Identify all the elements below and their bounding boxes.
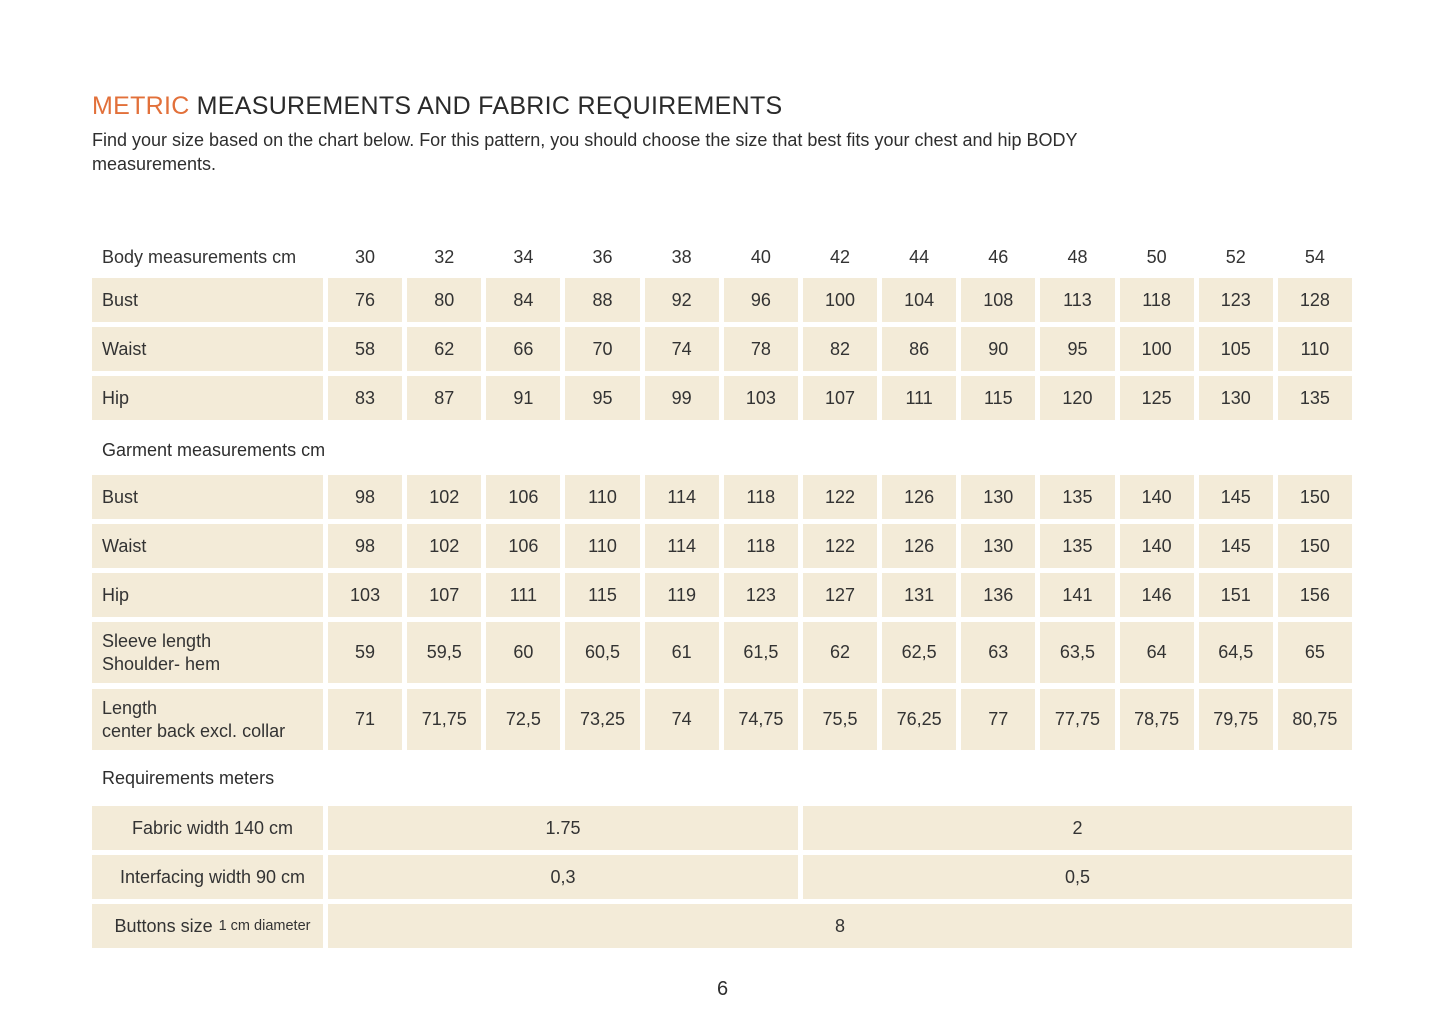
- table-row: [92, 573, 1352, 617]
- size-column-header: 36: [592, 247, 613, 267]
- subtitle-line: Find your size based on the chart below. For this pattern, you should choose the size that best fits your chest and hip BODY: [92, 130, 1078, 150]
- row-label-text-line2: center back excl. collar: [102, 720, 286, 741]
- measurement-cell: 123: [724, 573, 798, 617]
- measurement-cell: 74: [645, 327, 719, 371]
- size-column-header: 42: [829, 247, 850, 267]
- measurement-cell: 64,5: [1199, 622, 1273, 683]
- requirement-value-right: 2: [803, 806, 1352, 850]
- measurement-cell: 150: [1278, 524, 1352, 568]
- requirement-row: [92, 855, 1352, 899]
- measurement-cell: 141: [1040, 573, 1114, 617]
- requirement-value-left: 0,3: [328, 855, 798, 899]
- measurement-cell: 127: [803, 573, 877, 617]
- measurement-cell: 96: [724, 278, 798, 322]
- measurement-cell: 77: [961, 689, 1035, 750]
- measurement-cell: 100: [1120, 327, 1194, 371]
- table-header-row: [92, 240, 1352, 275]
- section-label-garment: [92, 425, 1352, 475]
- row-label: [92, 806, 323, 850]
- measurement-cell: 100: [803, 278, 877, 322]
- measurement-cell: 110: [565, 475, 639, 519]
- measurement-cell: 122: [803, 475, 877, 519]
- measurement-cell: 64: [1120, 622, 1194, 683]
- page-title-highlight: METRIC: [92, 92, 190, 120]
- row-label: [92, 327, 323, 371]
- measurement-cell: 108: [961, 278, 1035, 322]
- row-label: [92, 904, 323, 948]
- measurement-cell: 156: [1278, 573, 1352, 617]
- table-row: [92, 376, 1352, 420]
- measurement-cell: 71: [328, 689, 402, 750]
- size-column-header: 34: [513, 247, 534, 267]
- measurement-cell: 136: [961, 573, 1035, 617]
- row-label: [92, 376, 323, 420]
- size-column-header: 54: [1304, 247, 1325, 267]
- measurement-cell: 145: [1199, 475, 1273, 519]
- measurement-cell: 130: [961, 524, 1035, 568]
- measurement-cell: 145: [1199, 524, 1273, 568]
- measurement-cell: 70: [565, 327, 639, 371]
- measurement-cell: 99: [645, 376, 719, 420]
- measurement-cell: 63: [961, 622, 1035, 683]
- measurement-cell: 71,75: [407, 689, 481, 750]
- row-label: [92, 278, 323, 322]
- size-column-header: 40: [750, 247, 771, 267]
- document-header: [92, 92, 1362, 176]
- measurement-cell: 110: [1278, 327, 1352, 371]
- measurement-cell: 123: [1199, 278, 1273, 322]
- measurement-cell: 60: [486, 622, 560, 683]
- measurement-cell: 120: [1040, 376, 1114, 420]
- measurement-cell: 150: [1278, 475, 1352, 519]
- measurement-cell: 83: [328, 376, 402, 420]
- size-column-header: 52: [1225, 247, 1246, 267]
- requirement-value-full: 8: [328, 904, 1352, 948]
- measurement-cell: 62,5: [882, 622, 956, 683]
- section-label-requirements: [92, 750, 1352, 806]
- measurement-cell: 84: [486, 278, 560, 322]
- measurement-cell: 135: [1040, 475, 1114, 519]
- measurement-cell: 95: [565, 376, 639, 420]
- measurement-cell: 86: [882, 327, 956, 371]
- measurement-cell: 126: [882, 475, 956, 519]
- measurement-cell: 78,75: [1120, 689, 1194, 750]
- measurement-cell: 128: [1278, 278, 1352, 322]
- measurement-cell: 106: [486, 524, 560, 568]
- table-row: [92, 278, 1352, 322]
- measurement-cell: 61,5: [724, 622, 798, 683]
- size-column-header: 46: [988, 247, 1009, 267]
- size-column-header: 32: [434, 247, 455, 267]
- measurement-cell: 95: [1040, 327, 1114, 371]
- requirement-value-right: 0,5: [803, 855, 1352, 899]
- table-row: [92, 689, 1352, 750]
- measurement-cell: 63,5: [1040, 622, 1114, 683]
- measurement-cell: 74,75: [724, 689, 798, 750]
- size-column-header: 30: [355, 247, 376, 267]
- row-label-text: Hip: [102, 387, 130, 408]
- requirement-row: [92, 806, 1352, 850]
- measurement-cell: 73,25: [565, 689, 639, 750]
- page-subtitle: [92, 128, 1362, 176]
- table-row: [92, 622, 1352, 683]
- measurement-cell: 131: [882, 573, 956, 617]
- requirement-label-detail: 1 cm diameter: [218, 917, 311, 934]
- page-number: 6: [716, 978, 729, 1000]
- row-label-text: Length: [102, 697, 158, 718]
- measurement-cell: 92: [645, 278, 719, 322]
- row-label-text: Waist: [102, 535, 147, 556]
- measurement-cell: 106: [486, 475, 560, 519]
- measurement-cell: 76,25: [882, 689, 956, 750]
- row-label-text: Bust: [102, 289, 139, 310]
- row-label: [92, 475, 323, 519]
- measurement-cell: 151: [1199, 573, 1273, 617]
- measurement-cell: 135: [1278, 376, 1352, 420]
- size-column-header: 48: [1067, 247, 1088, 267]
- measurement-cell: 130: [961, 475, 1035, 519]
- row-label-text: Waist: [102, 338, 147, 359]
- row-label: [92, 573, 323, 617]
- measurement-cell: 87: [407, 376, 481, 420]
- measurement-cell: 107: [803, 376, 877, 420]
- measurement-cell: 80: [407, 278, 481, 322]
- measurement-cell: 66: [486, 327, 560, 371]
- page-title-rest: MEASUREMENTS AND FABRIC REQUIREMENTS: [196, 92, 783, 120]
- measurement-cell: 111: [882, 376, 956, 420]
- measurement-cell: 114: [645, 524, 719, 568]
- row-label: [92, 855, 323, 899]
- measurement-cell: 103: [724, 376, 798, 420]
- measurement-cell: 125: [1120, 376, 1194, 420]
- row-label-text: Hip: [102, 584, 130, 605]
- row-label-text-line2: Shoulder- hem: [102, 653, 221, 674]
- measurement-cell: 59,5: [407, 622, 481, 683]
- measurement-cell: 114: [645, 475, 719, 519]
- measurement-cell: 107: [407, 573, 481, 617]
- requirement-label: Fabric width 140 cm: [131, 817, 294, 838]
- measurement-cell: 119: [645, 573, 719, 617]
- measurement-cell: 90: [961, 327, 1035, 371]
- size-column-header: 44: [909, 247, 930, 267]
- measurement-cell: 60,5: [565, 622, 639, 683]
- measurement-cell: 59: [328, 622, 402, 683]
- requirement-label: Buttons size: [114, 915, 213, 936]
- section-label-text: Requirements meters: [102, 767, 275, 788]
- table-row: [92, 475, 1352, 519]
- requirement-value-left: 1.75: [328, 806, 798, 850]
- measurement-cell: 110: [565, 524, 639, 568]
- measurement-cell: 98: [328, 475, 402, 519]
- measurement-cell: 118: [724, 475, 798, 519]
- size-column-header: 38: [671, 247, 692, 267]
- measurement-cell: 61: [645, 622, 719, 683]
- measurement-cell: 146: [1120, 573, 1194, 617]
- measurement-cell: 102: [407, 524, 481, 568]
- measurement-cell: 118: [1120, 278, 1194, 322]
- measurement-cell: 75,5: [803, 689, 877, 750]
- table-row: [92, 524, 1352, 568]
- measurement-cell: 111: [486, 573, 560, 617]
- measurement-cell: 115: [565, 573, 639, 617]
- row-label: [92, 622, 323, 683]
- measurement-cell: 91: [486, 376, 560, 420]
- table-header-label: Body measurements cm: [102, 247, 297, 267]
- measurement-cell: 76: [328, 278, 402, 322]
- measurement-cell: 115: [961, 376, 1035, 420]
- measurement-cell: 80,75: [1278, 689, 1352, 750]
- measurement-cell: 82: [803, 327, 877, 371]
- row-label-text: Bust: [102, 486, 139, 507]
- measurement-cell: 74: [645, 689, 719, 750]
- row-label-text: Sleeve length: [102, 630, 212, 651]
- measurement-cell: 126: [882, 524, 956, 568]
- measurement-cell: 79,75: [1199, 689, 1273, 750]
- measurement-cell: 62: [803, 622, 877, 683]
- measurement-cell: 122: [803, 524, 877, 568]
- measurement-cell: 78: [724, 327, 798, 371]
- measurement-cell: 104: [882, 278, 956, 322]
- measurement-cell: 102: [407, 475, 481, 519]
- size-column-header: 50: [1146, 247, 1167, 267]
- measurement-cell: 113: [1040, 278, 1114, 322]
- measurement-cell: 140: [1120, 524, 1194, 568]
- measurement-cell: 118: [724, 524, 798, 568]
- measurement-cell: 135: [1040, 524, 1114, 568]
- measurement-cell: 58: [328, 327, 402, 371]
- measurement-cell: 130: [1199, 376, 1273, 420]
- requirement-label: Interfacing width 90 cm: [119, 866, 306, 887]
- measurement-cell: 88: [565, 278, 639, 322]
- table-row: [92, 327, 1352, 371]
- subtitle-line: measurements.: [92, 154, 217, 174]
- measurements-table: [92, 240, 1352, 953]
- measurement-cell: 105: [1199, 327, 1273, 371]
- row-label: [92, 689, 323, 750]
- measurement-cell: 62: [407, 327, 481, 371]
- section-label-text: Garment measurements cm: [102, 439, 326, 460]
- measurement-cell: 72,5: [486, 689, 560, 750]
- measurement-cell: 77,75: [1040, 689, 1114, 750]
- requirement-row: [92, 904, 1352, 948]
- measurement-cell: 140: [1120, 475, 1194, 519]
- measurement-cell: 103: [328, 573, 402, 617]
- row-label: [92, 524, 323, 568]
- measurement-cell: 98: [328, 524, 402, 568]
- page-title: [92, 92, 1362, 121]
- measurement-cell: 65: [1278, 622, 1352, 683]
